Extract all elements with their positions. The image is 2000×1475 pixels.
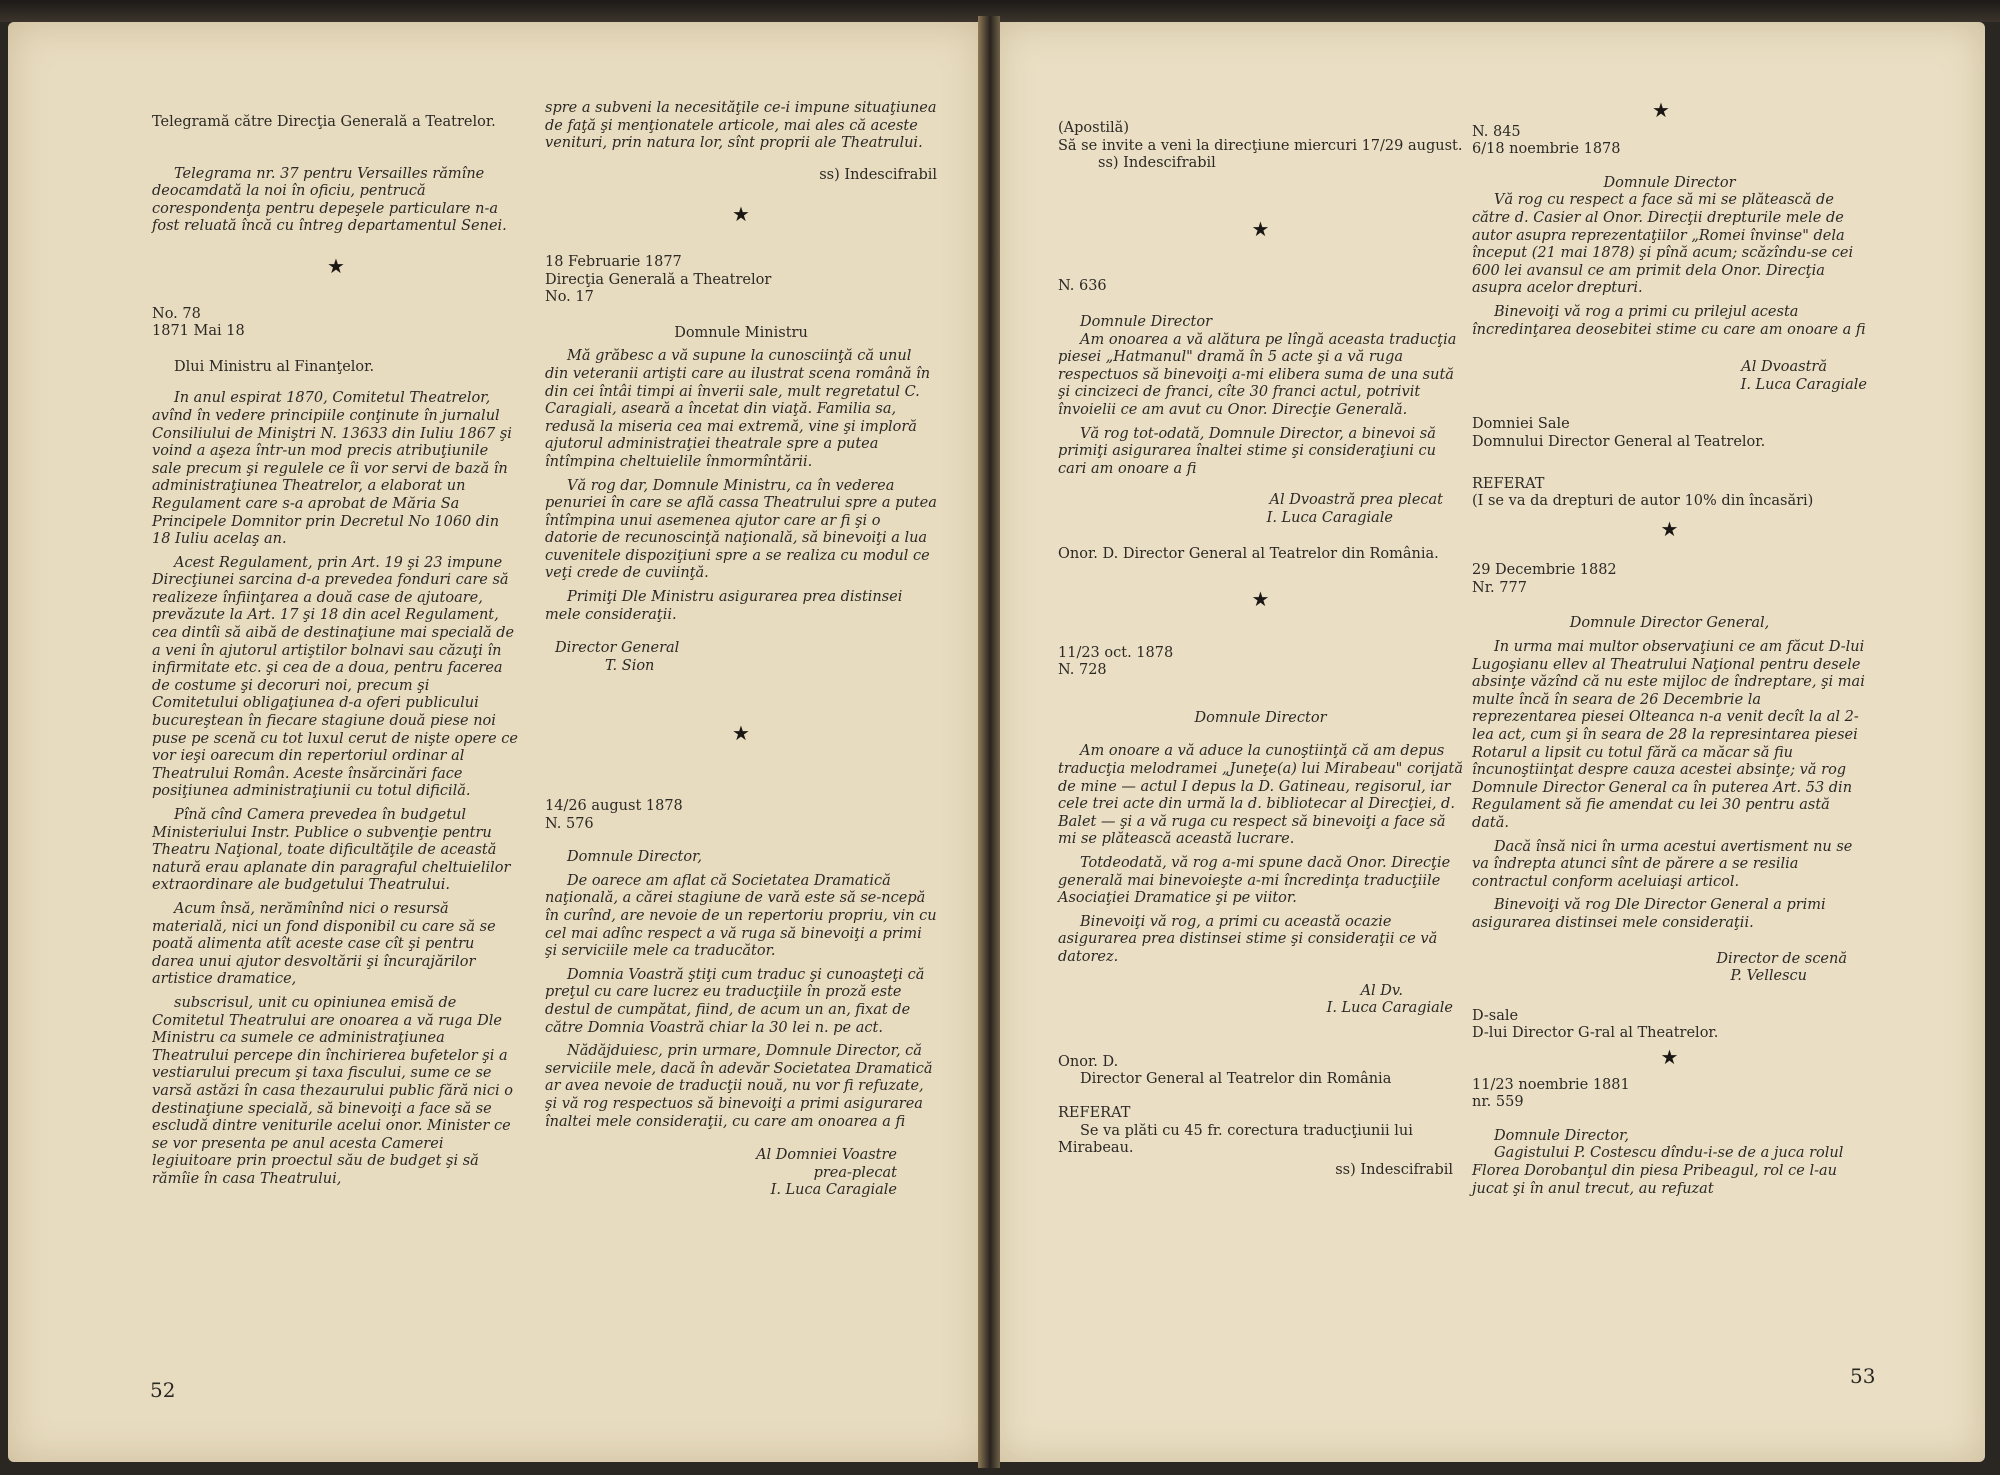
referat-text: Se va plăti cu 45 fr. corectura traducţiunii lui Mirabeau. xyxy=(1058,1122,1413,1157)
star-separator: ★ xyxy=(1652,98,1670,122)
letter-number: N. 728 xyxy=(1058,662,1107,679)
paragraph: Dacă însă nici în urma acestui avertisment nu se va îndrepta atunci sînt de părere a se resilia contractul conform aceluiaşi articol. xyxy=(1472,838,1853,890)
right-column-1 xyxy=(1058,120,1463,1179)
right-column-2 xyxy=(1472,98,1867,1204)
paragraph: Gagistului P. Costescu dîndu-i-se de a juca rolul Florea Dorobanţul din piesa Pribeagul, rol ce l-au jucat şi în anul trecut, au refuzat xyxy=(1472,1145,1844,1197)
paragraph: Acum însă, nerămînînd nici o resursă materială, nici un fond disponibil cu care să se poată alimenta atît aceste case cît şi pentru darea unui ajutor desvoltării şi încurajărilor artistice dramatice, xyxy=(152,900,496,988)
paragraph-continuation: spre a subveni la necesităţile ce-i impune situaţiunea de faţă şi menţionatele articole, mai ales că aceste venituri, prin natura lor, sînt proprii ale Theatrului. xyxy=(545,100,937,152)
salutation: Domnule Director, xyxy=(567,849,703,866)
paragraph: Am onoarea a vă alătura pe lîngă aceasta traducţia piesei „Hatmanul" dramă în 5 acte şi a vă ruga respectuos să binevoiţi a-mi elibera suma de una sută şi cincizeci de franci, cîte 30 franci actul, potrivit învoielii ce am avut cu Onor. Direcţie Generală. xyxy=(1058,331,1457,418)
star-separator: ★ xyxy=(732,202,750,227)
letter-date: 29 Decembrie 1882 xyxy=(1472,562,1617,579)
letter-number: No. 78 xyxy=(152,305,201,322)
star-separator: ★ xyxy=(732,721,750,746)
letter-addressee: Dlui Ministru al Finanţelor. xyxy=(174,358,375,375)
paragraph: In urma mai multor observaţiuni ce am făcut D-lui Lugoşianu ellev al Theatrului Naţional pentru desele absinţe văzînd că nu este mijloc de îndreptare, şi mai multe încă în seara de 26 Decembrie la reprezentarea piesei Olteanca n-a venit decît la al 2-lea act, cum şi în seara de 28 la represintarea piesei Rotarul a lipsit cu totul fără ca măcar să fiu încunoştiinţat despre cauza acestei absinţe; vă rog Domnule Director General ca în puterea Art. 53 din Regulament să fie amendat cu lei 30 pentru astă dată. xyxy=(1472,639,1865,831)
star-separator: ★ xyxy=(1660,516,1679,541)
letter-date: 1871 Mai 18 xyxy=(152,323,245,340)
salutation: Domnule Director xyxy=(1603,174,1736,191)
addressee: Onor. D. Director General al Teatrelor din România. xyxy=(1058,545,1439,562)
signature-name: I. Luca Caragiale xyxy=(770,1182,897,1199)
paragraph: Binevoiţi vă rog, a primi cu această ocazie asigurarea prea distinsei stime şi consideraţii ce vă datorez. xyxy=(1058,913,1438,965)
signature-title: Director General xyxy=(555,640,680,657)
letter-date: 18 Februarie 1877 xyxy=(545,253,682,270)
telegram-text: Telegrama nr. 37 pentru Versailles rămîne deocamdată la noi în oficiu, pentrucă corespondenţa pentru depeşele particulare n-a fost reluată încă cu întreg departamentul Senei. xyxy=(152,165,507,235)
signature: ss) Indescifrabil xyxy=(1335,1161,1453,1178)
star-separator: ★ xyxy=(1251,216,1270,241)
star-separator: ★ xyxy=(1660,1044,1679,1069)
left-column-1 xyxy=(152,114,520,1194)
salutation: Domnule Director xyxy=(1194,709,1327,726)
letter-date: 11/23 noembrie 1881 xyxy=(1472,1076,1630,1093)
paragraph: Domnia Voastră ştiţi cum traduc şi cunoaşteţi că preţul cu care lucrez eu traducţiile în proză este destul de cumpătat, fiind, de acum un an, fixat de către Domnia Voastră chiar la 30 lei n. pe act. xyxy=(545,966,925,1036)
signature-closing: Al Dv. xyxy=(1360,982,1403,999)
page-number-right: 53 xyxy=(1850,1364,1876,1388)
letter-date: 14/26 august 1878 xyxy=(545,798,683,815)
paragraph: Vă rog tot-odată, Domnule Director, a binevoi să primiţi asigurarea înaltei stime şi consideraţiuni cu cari am onoare a fi xyxy=(1058,425,1436,477)
letter-number: Nr. 777 xyxy=(1472,579,1527,596)
paragraph: Pînă cînd Camera prevedea în budgetul Ministeriului Instr. Publice o subvenţie pentru Theatru Naţional, toate dificultăţile de această natură erau aplanate din paragraful cheltuielilor extraordinare ale budgetului Theatrului. xyxy=(152,807,511,894)
salutation: Domnule Director General, xyxy=(1569,615,1770,632)
signature-name: I. Luca Caragiale xyxy=(1266,509,1393,526)
paragraph: Mă grăbesc a vă supune la cunosciinţă că unul din veteranii artişti care au ilustrat scena română în din cei întâi timpi ai înverii sale, mult regretatul C. Caragiali, aseară a încetat din viaţă. Familia sa, redusă la miseria cea mai extremă, vine şi imploră ajutorul administraţiei theatrale spre a putea întîmpina cheltuielile înmormîntării. xyxy=(545,348,931,470)
signature-closing: Al Dvoastră xyxy=(1741,359,1827,376)
apostila-label: (Apostilă) xyxy=(1058,120,1129,136)
referat-label: REFERAT xyxy=(1058,1104,1131,1121)
paragraph: Binevoiţi vă rog Dle Director General a primi asigurarea distinsei mele consideraţii. xyxy=(1472,897,1826,931)
paragraph: Vă rog dar, Domnule Ministru, ca în vederea penuriei în care se află cassa Theatrului spre a putea întîmpina unui asemenea ajutor care ar fi şi o datorie de recunoscinţă naţională, să binevoiţi a lua cuvenitele dispoziţiuni spre a se realiza cu modul ce veţi crede de cuviinţă. xyxy=(545,477,937,582)
letter-number: N. 636 xyxy=(1058,278,1107,295)
letter-number: N. 845 xyxy=(1472,123,1521,140)
signature-name: P. Vellescu xyxy=(1730,968,1807,985)
signature: ss) Indescifrabil xyxy=(1098,155,1216,172)
signature-name: I. Luca Caragiale xyxy=(1326,1000,1453,1017)
star-separator: ★ xyxy=(327,253,345,278)
left-column-2 xyxy=(545,100,937,1200)
signature-closing: Al Domniei Voastre xyxy=(756,1147,897,1164)
addressee: Director General al Teatrelor din România xyxy=(1080,1071,1392,1088)
paragraph: Am onoare a vă aduce la cunoştiinţă că am depus traducţia melodramei „Juneţe(a) lui Mirabeau" corijată de mine — actul I depus la D. Gatineau, regisorul, iar cele trei acte din urmă la d. bibliotecar al Direcţiei, d. Balet — şi a vă ruga cu respect să binevoiţi a face să mi se plătească această lucrare. xyxy=(1058,743,1463,848)
referat-text: (I se va da drepturi de autor 10% din încasări) xyxy=(1472,493,1814,510)
signature-closing: prea-plecat xyxy=(813,1164,897,1181)
letter-sender: Direcţia Generală a Theatrelor xyxy=(545,271,772,288)
apostila-text: Să se invite a veni la direcţiune miercuri 17/29 august. xyxy=(1058,137,1463,154)
letter-date: 11/23 oct. 1878 xyxy=(1058,644,1174,661)
salutation: Domnule Director xyxy=(1080,313,1212,330)
signature-name: I. Luca Caragiale xyxy=(1740,376,1867,393)
paragraph: De oarece am aflat că Societatea Dramatică naţională, a cărei stagiune de vară este să se-ncepă în curînd, are nevoie de un repertoriu propriu, vin cu cel mai adînc respect a vă ruga să binevoiţi a primi şi serviciile mele ca traducător. xyxy=(545,872,937,960)
letter-number: nr. 559 xyxy=(1472,1094,1524,1111)
book-top-edge xyxy=(0,0,2000,22)
paragraph: Binevoiţi vă rog a primi cu prilejul acesta încredinţarea deosebitei stime cu care am onoare a fi xyxy=(1472,303,1866,338)
salutation: Domnule Director, xyxy=(1494,1127,1630,1144)
book-gutter xyxy=(978,16,1000,1468)
telegram-heading: Telegramă către Direcţia Generală a Teatrelor. xyxy=(152,114,496,130)
paragraph: subscrisul, unit cu opiniunea emisă de Comitetul Theatrului are onoarea a vă ruga Dle Ministru ca sumele ce administraţiunea Theatrului percepe din închirierea bufetelor şi a vestiarului precum şi taxa fiscului, sume ce se varsă astăzi în casa thezaurului public fără nici o destinaţiune specială, să binevoiţi a face să se escludă dintre veniturile acelui onor. Minister ce se vor presenta pe anul acesta Camerei legiuitoare prin proectul său de budget şi să rămîie în casa Theatrului, xyxy=(152,994,513,1187)
letter-number: No. 17 xyxy=(545,289,594,306)
letter-date: 6/18 noembrie 1878 xyxy=(1472,141,1621,158)
paragraph: Nădăjduiesc, prin urmare, Domnule Director, că serviciile mele, dacă în adevăr Societatea Dramatică ar avea nevoie de traducţii nouă, nu vor fi refuzate, şi vă rog respectuos să binevoiţi a primi asigurarea înaltei mele consideraţii, cu care am onoarea a fi xyxy=(545,1043,933,1130)
page-number-left: 52 xyxy=(150,1378,176,1402)
letter-number: N. 576 xyxy=(545,815,594,832)
paragraph: Totdeodată, vă rog a-mi spune dacă Onor. Direcţie generală mai binevoieşte a-mi încredinţa traducţiile Asociaţiei Dramatice şi pe viitor. xyxy=(1058,855,1451,907)
signature-title: Director de scenă xyxy=(1716,950,1847,967)
paragraph: In anul espirat 1870, Comitetul Theatrelor, avînd în vedere principiile conţinute în jurnalul Consiliului de Miniştri N. 13633 din Iuliu 1867 şi voind a aşeza într-un mod precis atribuţiunile sale precum şi regulele ce îi vor servi de bază în administraţiunea Theatrelor, a elaborat un Regulament care s-a aprobat de Măria Sa Principele Domnitor prin Decretul No 1060 din 18 Iuliu acelaş an. xyxy=(152,390,512,548)
addressee: Domniei Sale xyxy=(1472,416,1570,433)
paragraph: Vă rog cu respect a face să mi se plătească de către d. Casier al Onor. Direcţii drepturile mele de autor asupra reprezentaţiilor „Romei învinse" dela început (21 mai 1878) şi pînă acum; scăzîndu-se cei 600 lei avansul ce am primit dela Onor. Direcţia asupra acelor drepturi. xyxy=(1472,192,1854,297)
salutation: Domnule Ministru xyxy=(674,324,808,341)
addressee: Onor. D. xyxy=(1058,1053,1119,1070)
star-separator: ★ xyxy=(1251,587,1270,612)
signature: ss) Indescifrabil xyxy=(819,166,937,183)
signature-closing: Al Dvoastră prea plecat xyxy=(1269,492,1443,509)
addressee: D-sale xyxy=(1472,1007,1519,1024)
paragraph: Primiţi Dle Ministru asigurarea prea distinsei mele consideraţii. xyxy=(545,589,903,623)
signature-name: T. Sion xyxy=(605,657,655,674)
addressee: Domnului Director General al Teatrelor. xyxy=(1472,433,1766,450)
addressee: D-lui Director G-ral al Theatrelor. xyxy=(1472,1025,1719,1042)
referat-label: REFERAT xyxy=(1472,475,1545,492)
paragraph: Acest Regulament, prin Art. 19 şi 23 impune Direcţiunei sarcina d-a prevedea fonduri care să realizeze înfiinţarea a două case de ajutoare, prevăzute la Art. 17 şi 18 din acel Regulament, cea dintîi să aibă de destinaţiune mai specială de a veni în ajutorul artiştilor bolnavi sau căzuţi în infirmitate etc. şi cea de a doua, pentru facerea de costume şi decoruri noi, precum şi Comitetului obligaţiunea d-a oferi publicului bucureştean în fiecare stagiune două piese noi puse pe scenă cu tot luxul cerut de nişte opere ce vor ieşi oarecum din repertoriul ordinar al Theatrului Român. Aceste însărcinări face posiţiunea administraţiunii cu totul dificilă. xyxy=(152,554,518,800)
